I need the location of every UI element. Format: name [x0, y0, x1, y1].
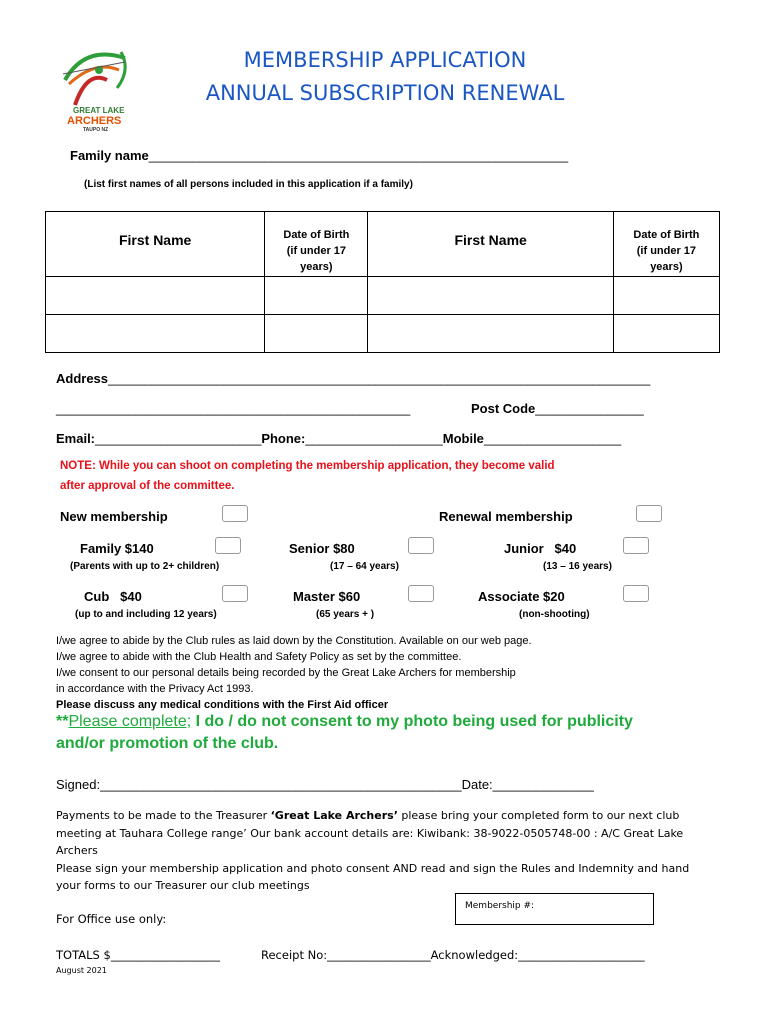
signature-row — [56, 777, 594, 792]
family-option-checkbox[interactable] — [215, 537, 241, 554]
address-line2[interactable]: _________________________________________________ — [56, 401, 411, 416]
first-name-cell[interactable] — [46, 315, 265, 353]
title-line1: MEMBERSHIP APPLICATION — [243, 48, 527, 72]
cub-option-label: Cub $40 — [84, 589, 142, 604]
renewal-membership-checkbox[interactable] — [636, 505, 662, 522]
photo-consent-line2: and/or promotion of the club. — [56, 735, 279, 752]
master-option-label: Master $60 — [293, 589, 361, 604]
membership-number-label: Membership #: — [465, 901, 535, 911]
phone-field[interactable]: ___________________ — [305, 431, 443, 446]
master-option-note: (65 years + ) — [316, 609, 375, 620]
associate-option-label: Associate $20 — [478, 589, 565, 604]
totals-field[interactable] — [56, 948, 220, 962]
phone-label: Phone: — [261, 431, 306, 446]
agreement-line: I/we consent to our personal details being recorded by the Great Lake Archers for membership — [56, 667, 516, 679]
logo-line3: TAUPO NZ — [83, 127, 109, 133]
family-name-label: Family name — [70, 148, 149, 163]
archer-emblem-icon — [55, 40, 135, 110]
family-name-field[interactable] — [70, 148, 568, 163]
payments-block — [56, 807, 736, 895]
postcode-label: Post Code — [471, 401, 536, 416]
acknowledged-field[interactable]: ______________________ — [518, 948, 645, 962]
agreement-line: I/we agree to abide with the Club Health and Safety Policy as set by the committee. — [56, 651, 462, 663]
junior-option-note: (13 – 16 years) — [543, 561, 612, 572]
table-row — [46, 315, 720, 353]
master-option-checkbox[interactable] — [408, 585, 434, 602]
agreement-block — [56, 633, 532, 713]
address-label: Address — [56, 371, 109, 386]
associate-option-note: (non-shooting) — [519, 609, 590, 620]
photo-consent-text: I do / do not consent to my photo being used for publicity — [191, 713, 633, 730]
signed-label: Signed: — [56, 777, 101, 792]
email-field[interactable]: _______________________ — [95, 431, 262, 446]
form-date: August 2021 — [56, 966, 107, 975]
family-note: (List first names of all persons included in this application if a family) — [84, 179, 413, 190]
photo-consent-link[interactable]: Please complete; — [68, 713, 192, 730]
address-line1: ___________________________________________________________________________ — [108, 371, 651, 386]
family-option-note: (Parents with up to 2+ children) — [70, 561, 220, 572]
dob-cell[interactable] — [265, 277, 368, 315]
senior-option-checkbox[interactable] — [408, 537, 434, 554]
mobile-label: Mobile — [442, 431, 484, 446]
first-name-cell[interactable] — [46, 277, 265, 315]
medical-note: Please discuss any medical conditions with the First Aid officer — [56, 699, 389, 711]
payments-line: meeting at Tauhara College range’ Our bank account details are: Kiwibank: 38-9022-0505748-00 : A/C Great Lake — [56, 826, 684, 840]
mobile-field[interactable]: ___________________ — [483, 431, 622, 446]
associate-option-checkbox[interactable] — [623, 585, 649, 602]
payments-line: your forms to our Treasurer our club meetings — [56, 879, 310, 892]
payments-line: Payments to be made to the Treasurer ‘Great Lake Archers’ please bring your completed form to our next club — [56, 809, 680, 822]
family-option-label: Family $140 — [80, 541, 154, 556]
new-membership-label: New membership — [60, 509, 168, 524]
payments-line: Please sign your membership application and photo consent AND read and sign the Rules and Indemnity and hand — [56, 861, 690, 875]
office-use-label: For Office use only: — [56, 912, 167, 926]
payments-line: Archers — [56, 844, 98, 857]
col-dob-2: Date of Birth (if under 17 years) — [613, 212, 719, 277]
date-label: Date: — [461, 777, 493, 792]
new-membership-checkbox[interactable] — [222, 505, 248, 522]
col-first-name-1: First Name — [46, 212, 265, 277]
date-field[interactable]: ______________ — [492, 777, 594, 792]
cub-option-note: (up to and including 12 years) — [75, 609, 217, 620]
receipt-field[interactable]: __________________ — [327, 948, 431, 962]
title-line2: ANNUAL SUBSCRIPTION RENEWAL — [205, 81, 565, 105]
photo-consent-prefix: ** — [56, 713, 69, 730]
photo-consent-line1 — [56, 713, 633, 731]
acknowledged-label: Acknowledged: — [430, 948, 519, 962]
renewal-membership-label: Renewal membership — [439, 509, 573, 524]
totals-label: TOTALS $ — [56, 948, 111, 962]
logo-line1: GREAT LAKE — [73, 106, 125, 115]
cub-option-checkbox[interactable] — [222, 585, 248, 602]
email-label: Email: — [56, 431, 96, 446]
junior-option-label: Junior $40 — [504, 541, 577, 556]
family-members-table — [45, 211, 720, 353]
club-logo — [55, 40, 135, 132]
table-row — [46, 277, 720, 315]
col-first-name-2: First Name — [368, 212, 613, 277]
note-line2: after approval of the committee. — [60, 480, 235, 492]
membership-number-box[interactable] — [455, 893, 654, 925]
senior-option-note: (17 – 64 years) — [330, 561, 399, 572]
postcode-line: _______________ — [535, 401, 644, 416]
agreement-line: I/we agree to abide by the Club rules as laid down by the Constitution. Available on our web page. — [56, 635, 532, 647]
family-name-line: __________________________________________________________ — [148, 148, 569, 163]
receipt-label: Receipt No: — [261, 948, 328, 962]
dob-cell[interactable] — [613, 315, 719, 353]
first-name-cell[interactable] — [368, 277, 613, 315]
first-name-cell[interactable] — [368, 315, 613, 353]
contact-row — [56, 431, 621, 446]
postcode-field[interactable] — [471, 401, 644, 416]
dob-cell[interactable] — [265, 315, 368, 353]
junior-option-checkbox[interactable] — [623, 537, 649, 554]
logo-line2: ARCHERS — [67, 115, 122, 127]
signature-field[interactable]: __________________________________________________ — [100, 777, 462, 792]
agreement-line: in accordance with the Privacy Act 1993. — [56, 683, 254, 695]
dob-cell[interactable] — [613, 277, 719, 315]
address-field[interactable] — [56, 371, 650, 386]
senior-option-label: Senior $80 — [289, 541, 355, 556]
totals-line: ___________________ — [110, 948, 221, 962]
col-dob-1: Date of Birth (if under 17 years) — [265, 212, 368, 277]
receipt-ack-row — [261, 948, 645, 962]
note-line1: NOTE: While you can shoot on completing the membership application, they become valid — [60, 460, 555, 472]
